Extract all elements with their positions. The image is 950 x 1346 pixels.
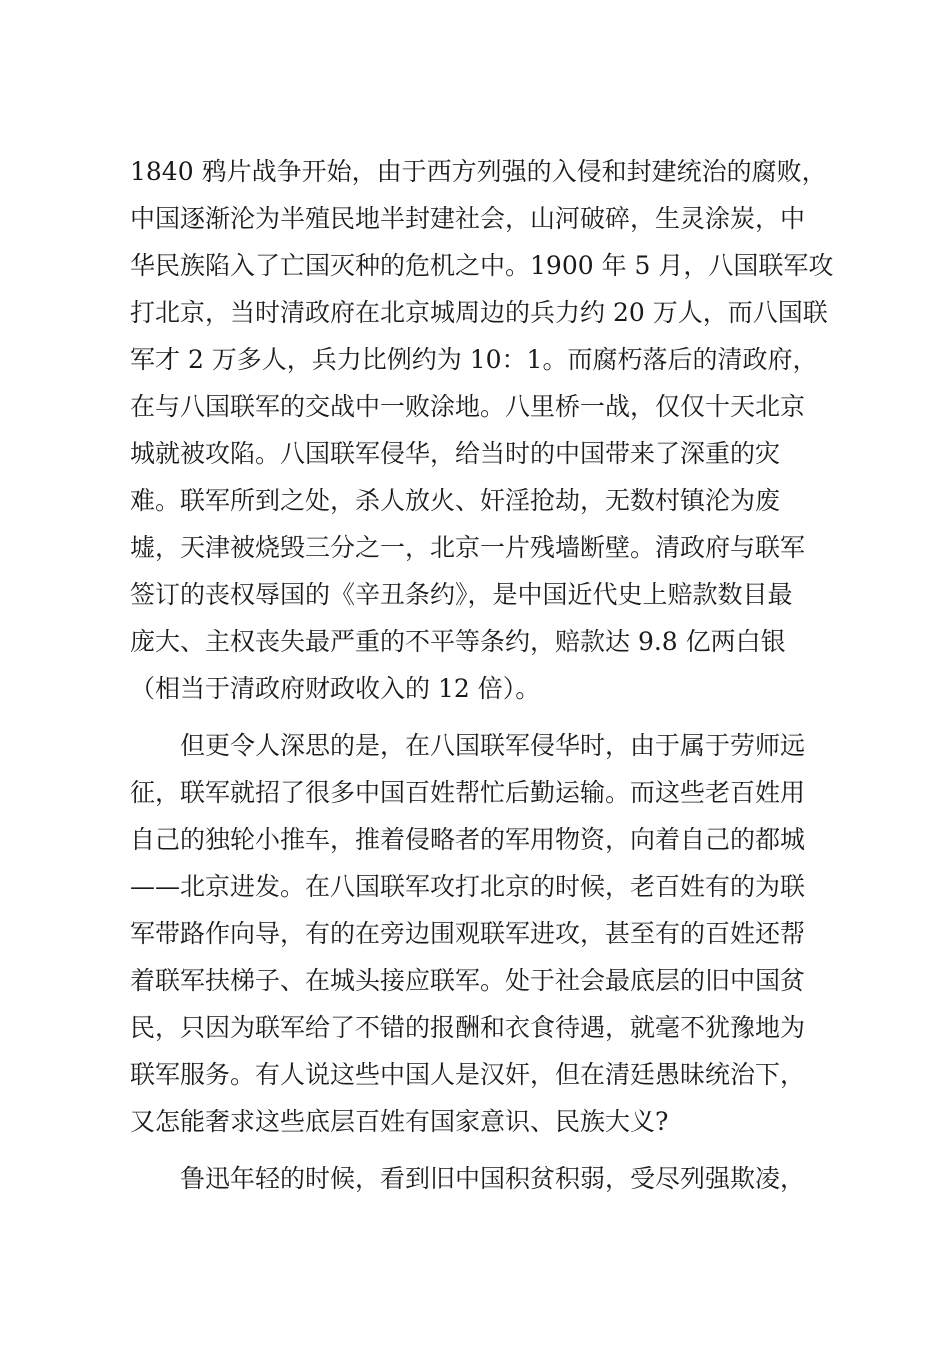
text-line: 鲁迅年轻的时候，看到旧中国积贫积弱，受尽列强欺凌， [180,1164,806,1193]
text-line: 在与八国联军的交战中一败涂地。八里桥一战，仅仅十天北京 [130,392,806,421]
text-line: 庞大、主权丧失最严重的不平等条约，赔款达 9.8 亿两白银 [130,627,786,656]
text-line: 打北京，当时清政府在北京城周边的兵力约 20 万人，而八国联 [130,298,828,327]
text-line: 华民族陷入了亡国灭种的危机之中。1900 年 5 月，八国联军攻 [130,251,834,280]
text-line: 联军服务。有人说这些中国人是汉奸，但在清廷愚昧统治下， [130,1060,806,1089]
document-body [130,148,834,1202]
text-line: 签订的丧权辱国的《辛丑条约》，是中国近代史上赔款数目最 [130,580,793,609]
text-line: 自己的独轮小推车，推着侵略者的军用物资，向着自己的都城 [130,825,806,854]
text-line: 军才 2 万多人，兵力比例约为 10：1。而腐朽落后的清政府， [130,345,818,374]
text-line: 城就被攻陷。八国联军侵华，给当时的中国带来了深重的灾 [130,439,781,468]
text-line: 难。联军所到之处，杀人放火、奸淫抢劫，无数村镇沦为废 [130,486,781,515]
text-line: （相当于清政府财政收入的 12 倍）。 [130,674,541,703]
text-line: 军带路作向导，有的在旁边围观联军进攻，甚至有的百姓还帮 [130,919,806,948]
paragraph-gap [130,1145,830,1155]
text-line: 墟，天津被烧毁三分之一，北京一片残墙断壁。清政府与联军 [130,533,806,562]
text-line: ——北京进发。在八国联军攻打北京的时候，老百姓有的为联 [130,872,806,901]
paragraph-1 [130,148,834,712]
text-line: 中国逐渐沦为半殖民地半封建社会，山河破碎，生灵涂炭，中 [130,204,806,233]
text-line: 但更令人深思的是，在八国联军侵华时，由于属于劳师远 [180,731,806,760]
text-line: 1840 鸦片战争开始，由于西方列强的入侵和封建统治的腐败， [130,157,827,186]
text-line: 着联军扶梯子、在城头接应联军。处于社会最底层的旧中国贫 [130,966,806,995]
paragraph-3 [130,1155,830,1202]
text-line: 又怎能奢求这些底层百姓有国家意识、民族大义? [130,1107,669,1136]
paragraph-2 [130,722,830,1145]
paragraph-gap [130,712,830,722]
text-line: 民，只因为联军给了不错的报酬和衣食待遇，就毫不犹豫地为 [130,1013,806,1042]
text-line: 征，联军就招了很多中国百姓帮忙后勤运输。而这些老百姓用 [130,778,806,807]
